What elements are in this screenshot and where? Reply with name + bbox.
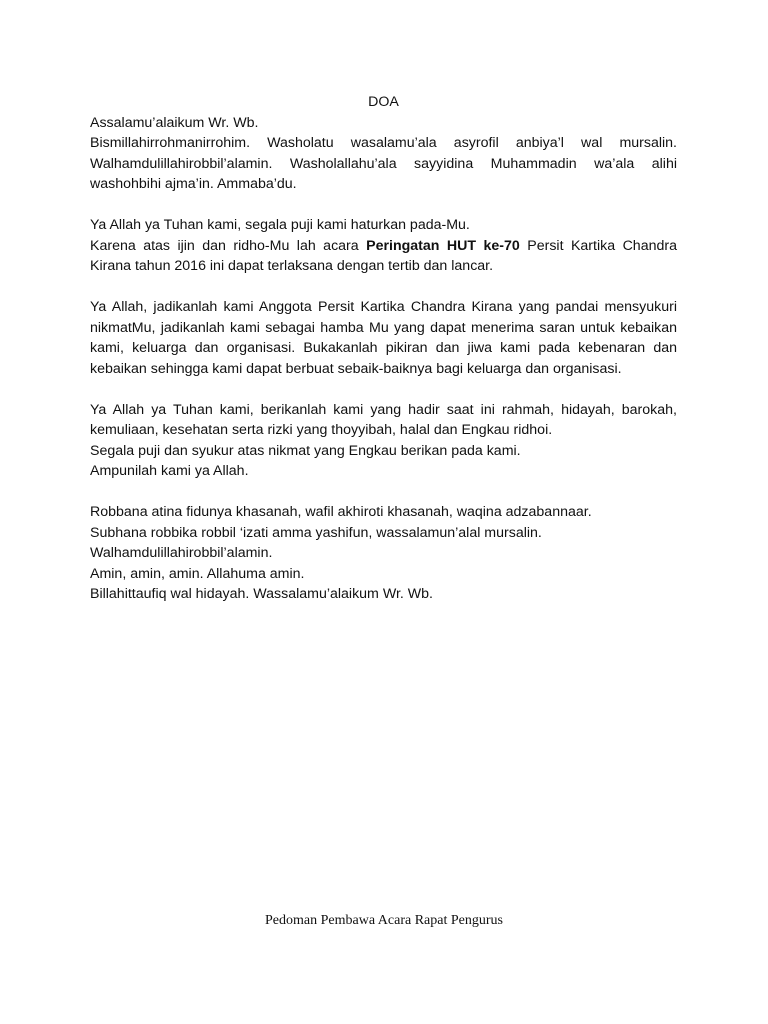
- request-paragraph: Ya Allah, jadikanlah kami Anggota Persit Kartika Chandra Kirana yang pandai mensyukuri nikmatMu, jadikanlah kami sebagai hamba Mu yang dapat menerima saran untuk kebaikan kami, keluarga dan organisasi. Bukakanlah pikiran dan jiwa kami pada kebenaran dan kebaikan sehingga kami dapat berbuat sebaik-baiknya bagi keluarga dan organisasi.: [90, 299, 677, 377]
- paragraph-gap: [90, 482, 677, 503]
- bismillah-paragraph: Bismillahirrohmanirrohim. Washolatu wasalamu’ala asyrofil anbiya’l wal mursalin. Walhamdulillahirobbil’alamin. Washolallahu’ala sayyidina Muhammadin wa’ala alihi washohbihi ajma’in. Ammaba’du.: [90, 135, 677, 192]
- closing-line: Walhamdulillahirobbil’alamin.: [90, 545, 273, 561]
- page-footer: Pedoman Pembawa Acara Rapat Pengurus: [265, 913, 503, 928]
- paragraph-gap: [90, 195, 677, 216]
- paragraph-gap: [90, 379, 677, 400]
- event-paragraph: [90, 236, 677, 277]
- praise-line: Ya Allah ya Tuhan kami, segala puji kami haturkan pada-Mu.: [90, 217, 470, 233]
- greeting-line: Assalamu’alaikum Wr. Wb.: [90, 114, 259, 131]
- closing-line: Subhana robbika robbil ‘izati amma yashifun, wassalamun’alal mursalin.: [90, 524, 542, 541]
- closing-line: Robbana atina fidunya khasanah, wafil akhiroti khasanah, waqina adzabannaar.: [90, 504, 592, 520]
- gratitude-line: Segala puji dan syukur atas nikmat yang Engkau berikan pada kami.: [90, 442, 521, 459]
- event-text-after: Persit Kartika Chandra Kirana tahun 2016 ini dapat terlaksana dengan tertib dan lancar.: [90, 237, 677, 274]
- document-body: [90, 92, 677, 605]
- closing-line: Amin, amin, amin. Allahuma amin.: [90, 565, 305, 582]
- forgiveness-line: Ampunilah kami ya Allah.: [90, 463, 249, 479]
- closing-line: Billahittaufiq wal hidayah. Wassalamu’alaikum Wr. Wb.: [90, 586, 433, 602]
- blessing-paragraph: Ya Allah ya Tuhan kami, berikanlah kami yang hadir saat ini rahmah, hidayah, barokah, kemuliaan, kesehatan serta rizki yang thoyyibah, halal dan Engkau ridhoi.: [90, 401, 677, 438]
- paragraph-gap: [90, 277, 677, 298]
- event-name: Peringatan HUT ke-70: [366, 237, 520, 254]
- document-title: DOA: [368, 94, 399, 110]
- event-text-before: Karena atas ijin dan ridho-Mu lah acara: [90, 237, 367, 254]
